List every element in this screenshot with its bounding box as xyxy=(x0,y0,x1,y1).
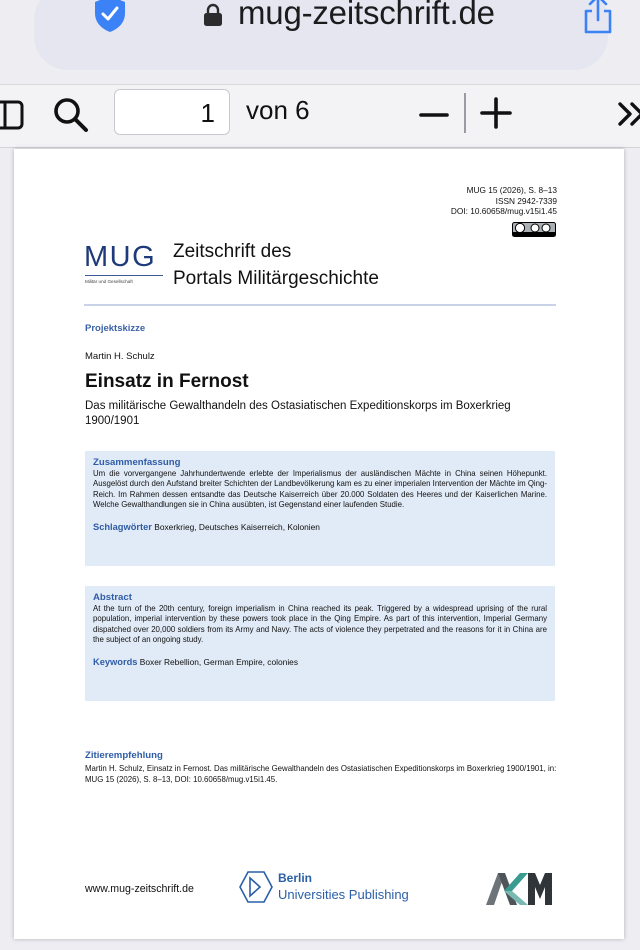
journal-title-line1: Zeitschrift des xyxy=(173,241,292,262)
keywords-label: Keywords xyxy=(93,656,138,667)
article-author: Martin H. Schulz xyxy=(85,351,155,362)
summary-heading: Zusammenfassung xyxy=(93,457,181,468)
abstract-text: At the turn of the 20th century, foreign imperialism in China reached its peak. Triggered by a widespread uprising of the rural population, imperial intervention by these powers took place in the Qing Empire. As part of this intervention, Imperial Germany dispatched over 20,000 soldiers from its Army and Navy. The acts of violence they perpetrated and the reasons for it in China are the subject of an ongoing study. xyxy=(93,604,547,645)
header-rule xyxy=(84,304,556,306)
citation-text: Martin H. Schulz, Einsatz in Fernost. Das militärische Gewalthandeln des Ostasiatischen Expeditionskorps im Boxerkrieg 1900/1901, in: MUG 15 (2026), S. 8–13, DOI: 10.60658/mug.v15i1.45. xyxy=(85,764,557,784)
logo-rule xyxy=(85,275,163,276)
zoom-in-icon[interactable] xyxy=(478,93,514,133)
zoom-divider xyxy=(464,93,466,133)
more-tools-icon[interactable] xyxy=(614,95,640,133)
article-type: Projektskizze xyxy=(85,323,146,334)
zoom-out-icon[interactable] xyxy=(418,95,450,135)
share-icon[interactable] xyxy=(580,0,616,36)
footer-website-link[interactable]: www.mug-zeitschrift.de xyxy=(85,883,194,895)
journal-logo-acronym: MUG xyxy=(84,241,157,273)
article-title: Einsatz in Fernost xyxy=(85,371,249,392)
summary-text: Um die vorvergangene Jahrhundertwende erlebte der Imperialismus der ausländischen Mächte in China seinen Höhepunkt. Ausgelöst durch den Aufstand breiter Schichten der Landbevölkerung kam es zu einer imperialen Intervention der Mächte im Qing-Reich. Im Rahmen dessen entsandte das Deutsche Kaiserreich über 20.000 Soldaten des Heeres und der Kaiserlichen Marine. Welche Gewalthandlungen sie in China ausübten, ist Gegenstand einer laufenden Studie. xyxy=(93,469,547,510)
article-subtitle: Das militärische Gewalthandeln des Ostasiatischen Expeditionskorps im Boxerkrieg 1900/1901 xyxy=(85,400,511,427)
german-summary-box xyxy=(85,451,555,566)
pdf-page xyxy=(14,149,624,939)
abstract-keywords xyxy=(93,657,547,667)
keywords-value: Boxerkrieg, Deutsches Kaiserreich, Kolonien xyxy=(154,521,320,532)
berlin-universities-publishing-logo-icon xyxy=(238,869,274,905)
citation-line: MUG 15 (2026), S. 8–13 xyxy=(466,185,557,195)
page-number-input[interactable]: 1 xyxy=(114,89,230,135)
akm-partner-logo-icon xyxy=(484,869,554,909)
search-icon[interactable] xyxy=(52,96,90,134)
article-meta xyxy=(451,185,557,217)
english-abstract-box xyxy=(85,586,555,701)
publisher-name-line1: Berlin xyxy=(278,871,313,885)
pdf-toolbar xyxy=(0,84,640,148)
keywords-value: Boxer Rebellion, German Empire, colonies xyxy=(139,656,299,667)
lock-icon xyxy=(202,3,224,27)
url-text[interactable]: mug-zeitschrift.de xyxy=(238,0,495,31)
creative-commons-license-icon xyxy=(512,222,556,237)
page-count: von 6 xyxy=(246,95,310,125)
privacy-shield-icon[interactable] xyxy=(92,0,128,34)
keywords-label: Schlagwörter xyxy=(93,521,152,532)
url-bar[interactable] xyxy=(34,0,608,70)
publisher-name-line2: Universities Publishing xyxy=(278,887,409,902)
citation-heading: Zitierempfehlung xyxy=(85,750,163,761)
journal-title-line2: Portals Militärgeschichte xyxy=(173,268,379,289)
doi[interactable]: DOI: 10.60658/mug.v15i1.45 xyxy=(450,206,557,216)
abstract-heading: Abstract xyxy=(93,592,132,603)
summary-keywords xyxy=(93,522,547,532)
logo-subtitle: Militär und Gesellschaft xyxy=(85,279,133,284)
sidebar-toggle-icon[interactable] xyxy=(0,100,24,130)
issn: ISSN 2942-7339 xyxy=(495,195,557,206)
